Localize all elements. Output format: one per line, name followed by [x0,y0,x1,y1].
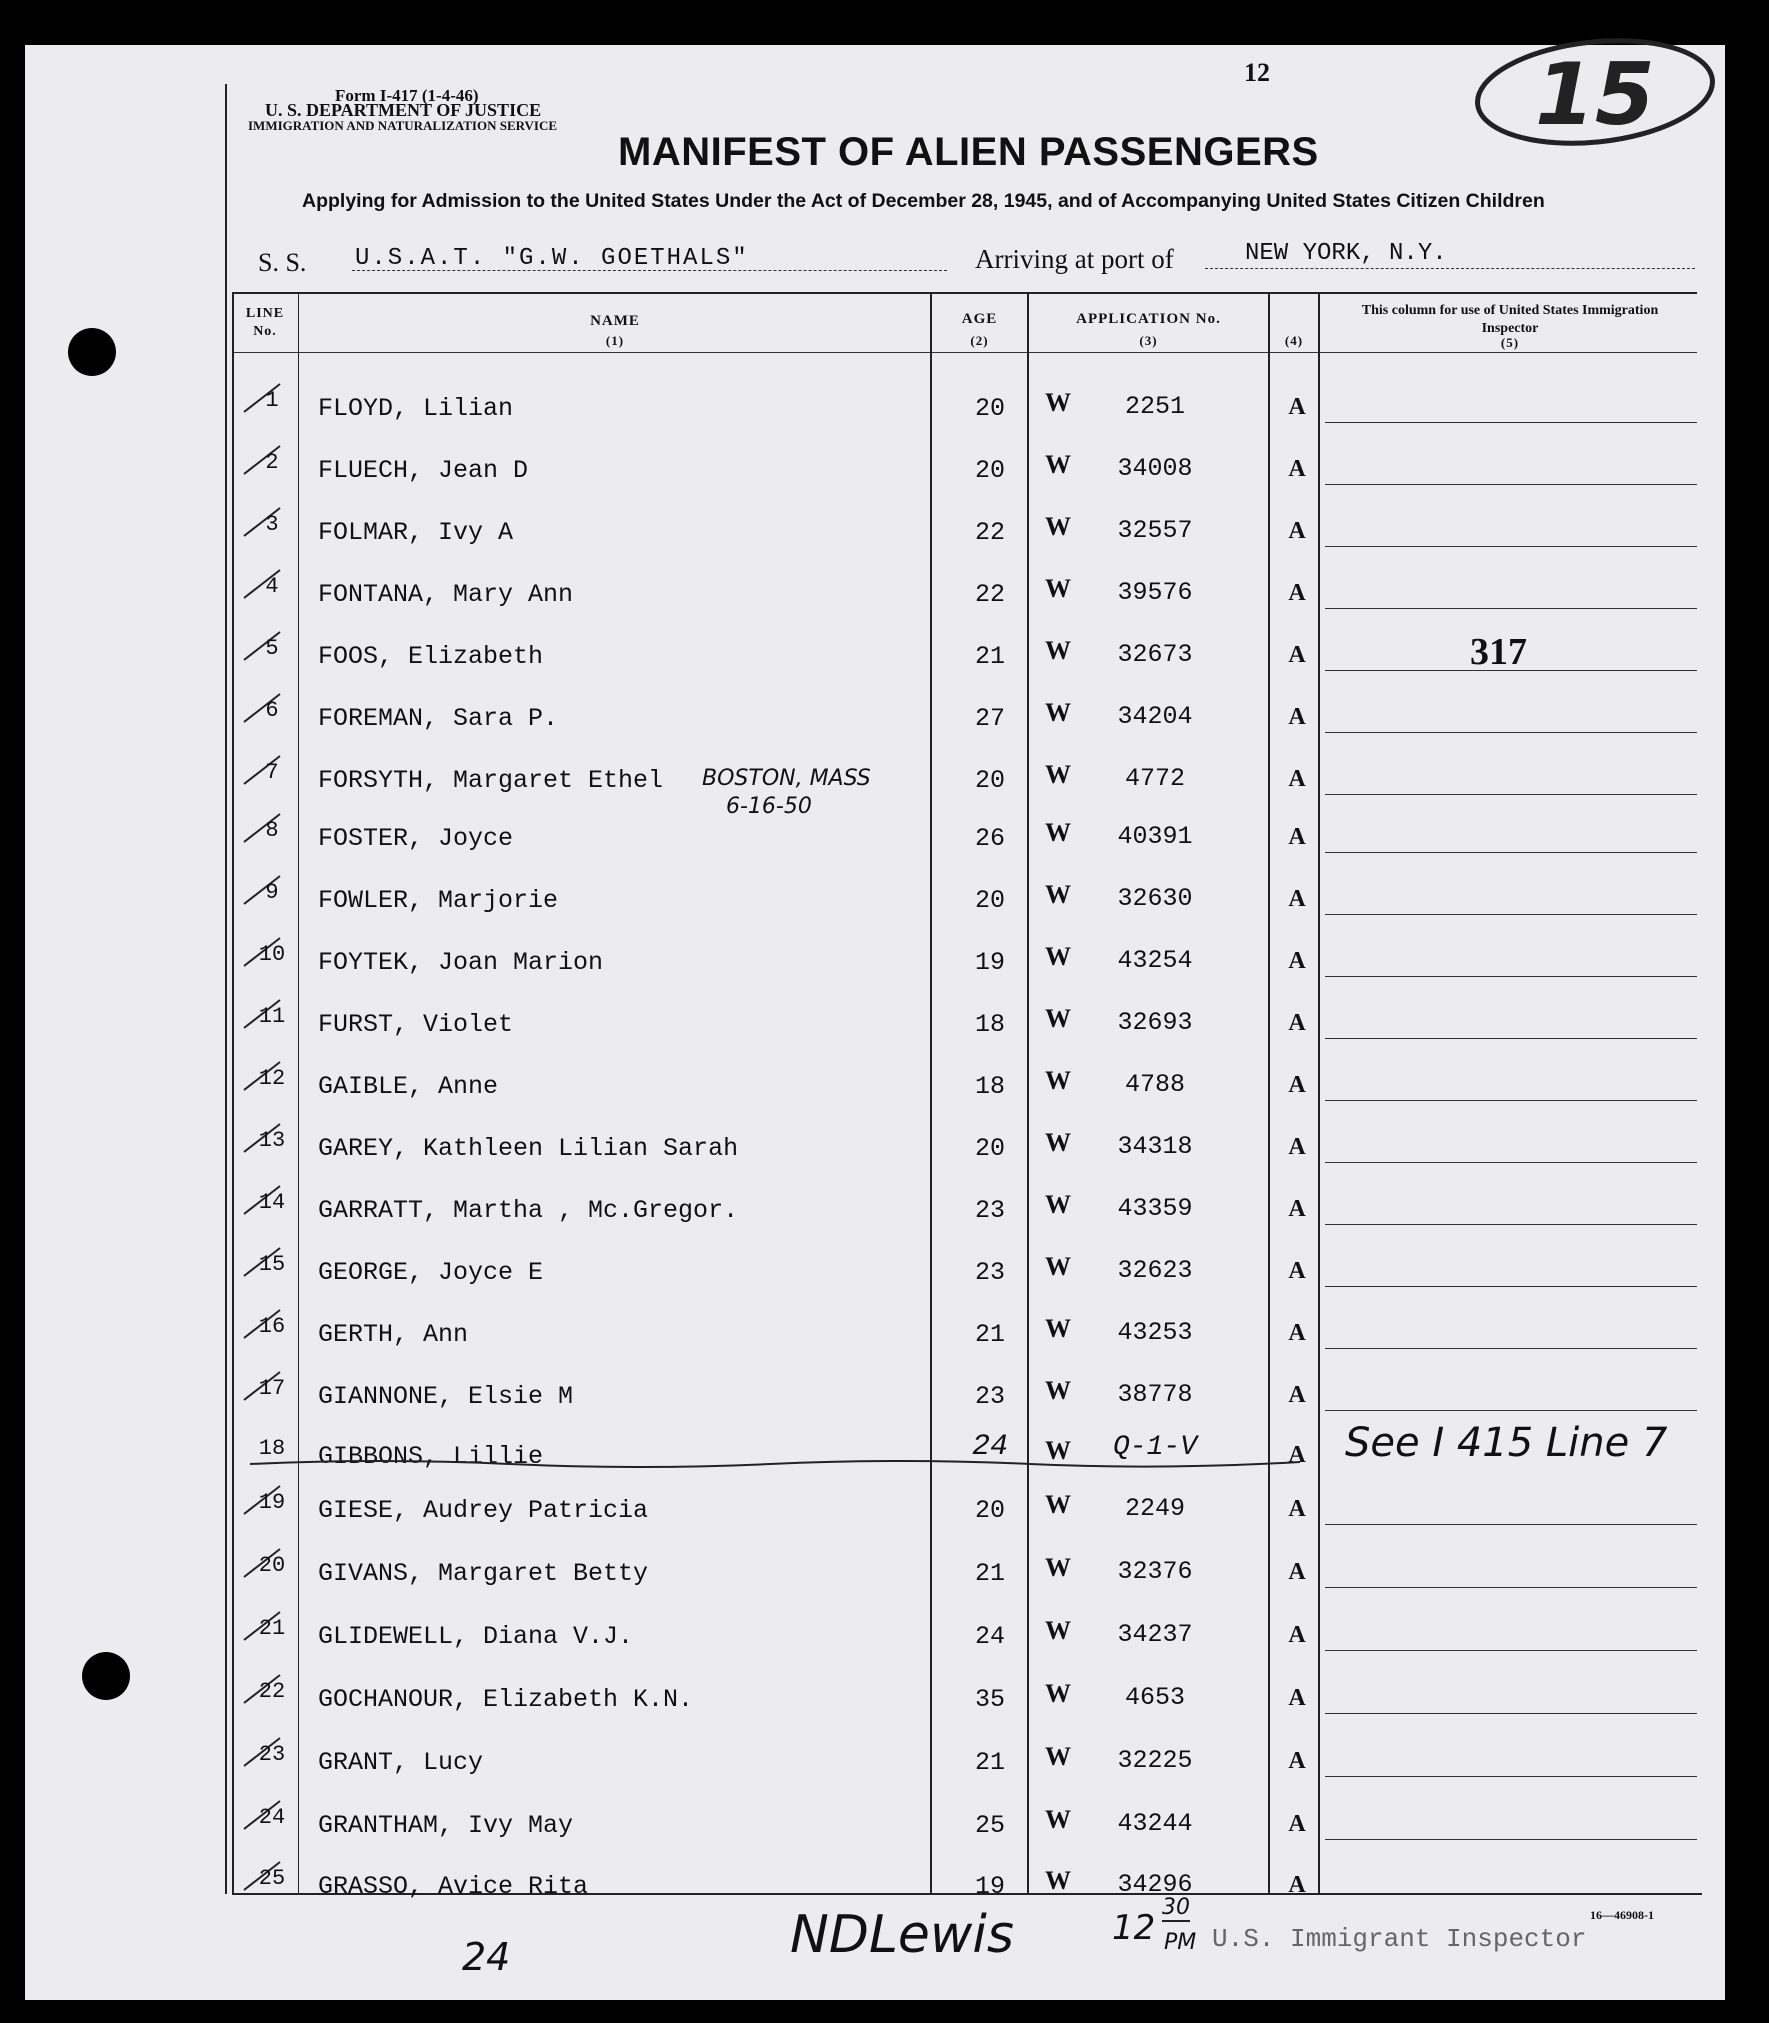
passenger-name: GRANT, Lucy [318,1748,484,1777]
passenger-name: GAIBLE, Anne [318,1072,499,1101]
line-number: 4 [265,574,279,599]
passenger-name: FORSYTH, Margaret Ethel [318,766,664,795]
form-department: U. S. DEPARTMENT OF JUSTICE [265,100,542,120]
line-number: 18 [258,1436,286,1461]
table-row [0,942,1769,1004]
class-code: A [1288,1559,1306,1585]
line-number: 1 [265,388,279,413]
class-code: A [1288,1622,1306,1648]
class-code: A [1288,704,1306,730]
passenger-age: 26 [974,824,1005,853]
application-number: 32557 [1117,516,1193,545]
table-row [0,1004,1769,1066]
class-code: A [1288,948,1306,974]
passenger-name: GAREY, Kathleen Lilian Sarah [318,1134,739,1163]
passenger-name: GARRATT, Martha , Mc.Gregor. [318,1196,739,1225]
application-number: 32693 [1117,1008,1193,1037]
passenger-age: 21 [974,1748,1005,1777]
application-series: W [1045,942,1071,971]
table-row [0,1128,1769,1190]
inspector-label: U.S. Immigrant Inspector [1212,1924,1587,1954]
table-row [0,1805,1769,1867]
application-series: W [1045,388,1071,417]
footer-left-mark: 24 [462,1935,511,1979]
inspector-rule [1325,1410,1697,1411]
inspector-rule [1325,1038,1697,1039]
passenger-age: 18 [974,1010,1005,1039]
line-number: 22 [258,1679,286,1704]
passenger-age: 23 [974,1258,1005,1287]
class-code: A [1288,518,1306,544]
passenger-age: 18 [974,1072,1005,1101]
class-code: A [1288,394,1306,420]
inspector-rule [1325,976,1697,977]
application-series: W [1045,1252,1071,1281]
line-number: 6 [265,698,279,723]
application-series: W [1045,1376,1071,1405]
inspector-rule [1325,914,1697,915]
class-code: A [1288,1872,1306,1898]
application-number: 38778 [1117,1380,1193,1409]
application-series: W [1045,450,1071,479]
line-number: 10 [258,942,286,967]
application-series: W [1045,1616,1071,1645]
application-series: W [1045,1128,1071,1157]
passenger-age: 25 [974,1811,1005,1840]
class-code: A [1288,1496,1306,1522]
passenger-age: 23 [974,1382,1005,1411]
passenger-age: 27 [974,704,1005,733]
passenger-name: FONTANA, Mary Ann [318,580,574,609]
line-number: 23 [258,1742,286,1767]
application-series: W [1045,1066,1071,1095]
table-row [0,1742,1769,1804]
class-code: A [1288,886,1306,912]
class-code: A [1288,580,1306,606]
line-number: 25 [258,1866,286,1891]
line-number: 9 [265,880,279,905]
circled-number: 15 [1535,45,1655,145]
application-series: W [1045,760,1071,789]
row7-note-date: 6-16-50 [726,794,812,819]
row18-note: See I 415 Line 7 [1345,1420,1668,1466]
application-number: 39576 [1117,578,1193,607]
passenger-age: 20 [974,1134,1005,1163]
passenger-name: GIESE, Audrey Patricia [318,1496,649,1525]
passenger-age: 24 [971,1430,1008,1464]
header-age: AGE [961,311,998,327]
passenger-name: GRASSO, Avice Rita [318,1872,589,1901]
application-number: 34008 [1117,454,1193,483]
table-row [0,1314,1769,1376]
application-number: 34237 [1117,1620,1193,1649]
application-series: W [1045,1490,1071,1519]
application-number: 2251 [1124,392,1185,421]
table-row [0,512,1769,574]
passenger-name: FOLMAR, Ivy A [318,518,514,547]
application-series: W [1045,1742,1071,1771]
inspector-rule [1325,794,1697,795]
inspector-rule [1325,484,1697,485]
passenger-age: 20 [974,886,1005,915]
line-number: 15 [258,1252,286,1277]
class-code: A [1288,642,1306,668]
header-name-idx: (1) [605,333,625,348]
inspector-rule [1325,852,1697,853]
passenger-name: GLIDEWELL, Diana V.J. [318,1622,634,1651]
time-hour: 12 [1112,1908,1156,1948]
passenger-name: GIANNONE, Elsie M [318,1382,574,1411]
header-age-idx: (2) [970,333,989,348]
application-number: 43253 [1117,1318,1193,1347]
port-name: NEW YORK, N.Y. [1245,240,1447,267]
application-series: W [1045,574,1071,603]
table-top-rule [232,292,1697,294]
passenger-age: 21 [974,642,1005,671]
class-code: A [1288,1748,1306,1774]
passenger-name: FOWLER, Marjorie [318,886,559,915]
line-number: 8 [265,818,279,843]
ship-rule [352,270,947,272]
line-number: 11 [258,1004,286,1029]
application-series: W [1045,636,1071,665]
ship-name: U.S.A.T. "G.W. GOETHALS" [355,245,749,272]
form-id: Form I-417 (1-4-46) [335,86,479,105]
table-row [0,388,1769,450]
line-number: 24 [258,1805,286,1830]
inspector-rule [1325,1776,1697,1777]
application-number: 32673 [1117,640,1193,669]
header-app-idx: (3) [1139,333,1158,348]
header-inspector-idx: (5) [1500,335,1520,350]
application-series: W [1045,880,1071,909]
passenger-age: 20 [974,1496,1005,1525]
table-row [0,818,1769,880]
application-number: 4788 [1124,1070,1185,1099]
application-series: W [1045,818,1071,847]
ship-label: S. S. [258,248,307,277]
line-number: 20 [258,1553,286,1578]
passenger-name: GIVANS, Margaret Betty [318,1559,649,1588]
punch-hole-top [68,328,116,376]
application-number: 43359 [1117,1194,1193,1223]
table-row [0,880,1769,942]
strike-through-line [250,1458,1300,1468]
application-number: 40391 [1117,822,1193,851]
line-number: 12 [258,1066,286,1091]
inspector-rule [1325,1348,1697,1349]
header-inspector: This column for use of United States Immigration Inspector [1361,303,1659,336]
table-row [0,698,1769,760]
table-row [0,1490,1769,1552]
line-number: 14 [258,1190,286,1215]
application-series: W [1045,1805,1071,1834]
passenger-age: 24 [974,1622,1005,1651]
class-code: A [1288,1258,1306,1284]
passenger-name: FLUECH, Jean D [318,456,529,485]
application-number: 32376 [1117,1557,1193,1586]
table-row [0,1553,1769,1615]
inspector-rule [1325,546,1697,547]
inspector-rule [1325,1650,1697,1651]
application-number: 43244 [1117,1809,1193,1838]
table-header-rule [232,352,1697,353]
class-code: A [1288,1010,1306,1036]
header-app: APPLICATION No. [1076,311,1221,327]
page-number: 12 [1244,58,1270,87]
page-subtitle: Applying for Admission to the United States Under the Act of December 28, 1945, and of Accompanying United States Citizen Children [302,190,1545,212]
application-number: 32630 [1117,884,1193,913]
table-row [0,1190,1769,1252]
inspector-rule [1325,1286,1697,1287]
form-service: IMMIGRATION AND NATURALIZATION SERVICE [248,118,558,133]
line-number: 21 [258,1616,286,1641]
inspector-rule [1325,1713,1697,1714]
passenger-age: 21 [974,1559,1005,1588]
application-series: W [1045,1866,1071,1895]
application-number: Q-1-V [1112,1432,1197,1463]
application-number: 34204 [1117,702,1193,731]
print-code: 16—46908-1 [1590,1908,1654,1922]
passenger-age: 19 [974,948,1005,977]
passenger-age: 19 [974,1872,1005,1901]
line-number: 7 [265,760,279,785]
application-series: W [1045,1190,1071,1219]
application-series: W [1045,1436,1071,1465]
class-code: A [1288,824,1306,850]
passenger-name: GOCHANOUR, Elizabeth K.N. [318,1685,694,1714]
passenger-name: FOOS, Elizabeth [318,642,544,671]
application-number: 34296 [1117,1870,1193,1899]
inspector-rule [1325,1839,1697,1840]
application-number: 32623 [1117,1256,1193,1285]
application-series: W [1045,1004,1071,1033]
passenger-name: FOSTER, Joyce [318,824,514,853]
table-row [0,1679,1769,1741]
header-c4-idx: (4) [1284,333,1304,348]
line-number: 13 [258,1128,286,1153]
class-code: A [1288,1196,1306,1222]
application-series: W [1045,1679,1071,1708]
table-row [0,450,1769,512]
application-number: 43254 [1117,946,1193,975]
class-code: A [1288,1134,1306,1160]
port-label: Arriving at port of [975,244,1174,274]
passenger-age: 22 [974,518,1005,547]
time-pm: PM [1164,1930,1197,1955]
table-row [0,1252,1769,1314]
passenger-age: 21 [974,1320,1005,1349]
passenger-name: FURST, Violet [318,1010,514,1039]
passenger-name: GRANTHAM, Ivy May [318,1811,574,1840]
class-code: A [1288,1442,1306,1468]
passenger-age: 20 [974,456,1005,485]
inspector-rule [1325,1587,1697,1588]
application-number: 32225 [1117,1746,1193,1775]
passenger-name: GIBBONS, Lillie [318,1442,544,1471]
inspector-rule [1325,1162,1697,1163]
page-title: MANIFEST OF ALIEN PASSENGERS [618,130,1319,174]
passenger-age: 20 [974,766,1005,795]
line-number: 17 [258,1376,286,1401]
time-minutes: 30 [1162,1895,1190,1920]
passenger-name: GEORGE, Joyce E [318,1258,544,1287]
passenger-name: FLOYD, Lilian [318,394,514,423]
inspector-rule [1325,422,1697,423]
inspector-rule [1325,732,1697,733]
line-number: 3 [265,512,279,537]
inspector-rule [1325,608,1697,609]
passenger-age: 35 [974,1685,1005,1714]
row7-note-city: BOSTON, MASS [702,766,871,791]
header-line-no: LINE No. [245,306,285,339]
class-code: A [1288,1685,1306,1711]
inspector-rule [1325,1224,1697,1225]
class-code: A [1288,1072,1306,1098]
port-rule [1205,268,1695,270]
application-series: W [1045,698,1071,727]
line-number: 2 [265,450,279,475]
passenger-age: 23 [974,1196,1005,1225]
class-code: A [1288,766,1306,792]
application-number: 4653 [1124,1683,1185,1712]
application-series: W [1045,1314,1071,1343]
class-code: A [1288,1320,1306,1346]
inspector-rule [1325,1524,1697,1525]
table-row [0,574,1769,636]
application-number: 34318 [1117,1132,1193,1161]
inspector-rule [1325,1100,1697,1101]
class-code: A [1288,456,1306,482]
line-number: 5 [265,636,279,661]
header-name: NAME [590,313,640,329]
application-number: 4772 [1124,764,1185,793]
line-number: 19 [258,1490,286,1515]
inspector-signature: NDLewis [790,1905,1014,1965]
application-series: W [1045,1553,1071,1582]
passenger-name: FOYTEK, Joan Marion [318,948,604,977]
row5-count: 317 [1470,631,1527,673]
table-row [0,1616,1769,1678]
class-code: A [1288,1382,1306,1408]
passenger-name: GERTH, Ann [318,1320,469,1349]
application-series: W [1045,512,1071,541]
passenger-name: FOREMAN, Sara P. [318,704,559,733]
line-number: 16 [258,1314,286,1339]
application-number: 2249 [1124,1494,1185,1523]
passenger-age: 22 [974,580,1005,609]
table-row [0,1066,1769,1128]
passenger-age: 20 [974,394,1005,423]
class-code: A [1288,1811,1306,1837]
